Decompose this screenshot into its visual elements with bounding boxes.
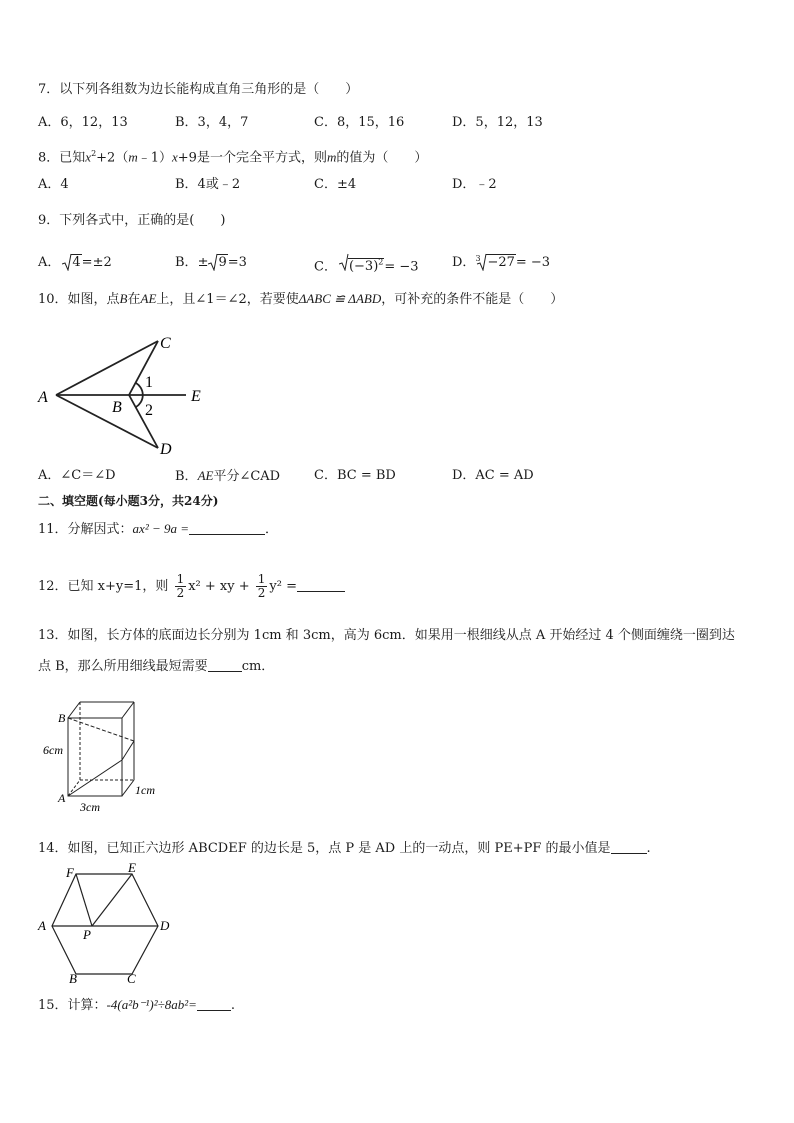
q13-label-width: 3cm [80, 800, 100, 814]
q12-answer-blank[interactable] [297, 577, 345, 592]
q13-cuboid-figure [38, 696, 178, 816]
q8-x: x [85, 149, 92, 165]
q9-option-a: A． 4=±2 [38, 255, 112, 270]
q7-option-c: C．8，15，16 [314, 115, 405, 130]
q8-option-d: D．﹣2 [452, 177, 497, 192]
q10-label-a: A [38, 389, 48, 406]
q7-option-b: B．3，4，7 [175, 115, 249, 130]
q10-option-d: D．AC = AD [452, 468, 534, 483]
q14-answer-blank[interactable] [611, 839, 647, 854]
q15-answer-blank[interactable] [197, 996, 231, 1011]
q14-label-f: F [66, 865, 74, 880]
q9-a-radicand: 4 [72, 255, 81, 270]
q10-label-d: D [160, 441, 172, 458]
q15-stem: 15．计算：-4(a²b⁻¹)²÷8ab²= . [38, 997, 236, 1013]
q13-line-1: 13．如图，长方体的底面边长分别为 1cm 和 3cm，高为 6cm．如果用一根细线从点 A 开始经过 4 个侧面缠绕一圈到达 [38, 628, 735, 643]
q11-expression: ax² − 9a = [132, 521, 190, 536]
q9-option-d: D． 3 −27= −3 [452, 254, 551, 270]
q8-x2: x [172, 149, 178, 165]
q8-minus1: ﹣1） [137, 150, 172, 166]
q11-answer-blank[interactable] [189, 520, 265, 535]
q9-stem: 9．下列各式中，正确的是( ) [38, 213, 226, 228]
q14-label-c: C [127, 971, 136, 986]
q14-label-d: D [160, 918, 170, 933]
q8-option-a: A．4 [38, 177, 69, 192]
q12-stem: 12．已知 x+y=1，则 $\frac{1}{2}$ x² + xy + $\frac{1}{2}$ y² = [38, 572, 345, 602]
q9-option-b: B．± 9=3 [175, 255, 247, 270]
q8-option-b: B．4或﹣2 [175, 177, 241, 192]
q9-d-radicand: −27 [487, 255, 515, 270]
q14-label-a: A [38, 918, 46, 933]
q10-option-c: C．BC = BD [314, 468, 396, 483]
q12-fraction-1: $\frac{1}{2}$ [176, 572, 185, 600]
q13-label-b: B [58, 711, 66, 725]
q8-plus2: +2（ [96, 150, 129, 166]
q9-option-c: C． $(-3)^2= -3$ [314, 254, 419, 276]
q14-label-e: E [128, 862, 136, 875]
q10-label-b: B [112, 399, 122, 416]
q8-stem: 8．已知$x^2+2(m﹣1)x+9$是一个完全平方式，则m的值为（ ） [38, 149, 428, 166]
q10-angle-1: 1 [145, 374, 153, 391]
q8-prefix: 8．已知 [38, 150, 86, 166]
q14-label-b: B [69, 971, 77, 986]
q10-option-a: A．∠C＝∠D [38, 468, 116, 483]
q8-suffix: 的值为（ ） [336, 150, 428, 166]
q14-label-p: P [83, 927, 91, 942]
q15-expression: -4(a²b⁻¹)²÷8ab²= [106, 997, 197, 1012]
q8-plus9: +9是一个完全平方式，则 [177, 150, 327, 166]
q13-label-depth: 1cm [135, 783, 155, 797]
q13-answer-blank[interactable] [208, 657, 242, 672]
q10-label-e: E [191, 388, 201, 405]
q14-stem: 14．如图，已知正六边形 ABCDEF 的边长是 5，点 P 是 AD 上的一动点，则 PE+PF 的最小值是 . [38, 841, 651, 856]
q10-congruence: ΔABC ≌ ΔABD [298, 291, 382, 306]
q10-angle-2: 2 [145, 402, 153, 419]
q13-label-height: 6cm [43, 743, 63, 757]
q7-option-a: A．6，12，13 [38, 115, 128, 130]
q8-m: m [128, 149, 138, 165]
section-title-fill-in: 二、填空题(每小题3分，共24分) [38, 494, 219, 508]
q8-m2: m [326, 149, 337, 165]
q8-option-c: C．±4 [314, 177, 357, 192]
q14-hexagon-figure [36, 862, 176, 990]
q12-fraction-2: $\frac{1}{2}$ [257, 572, 266, 600]
q11-stem: 11．分解因式：ax² − 9a = ． [38, 521, 279, 537]
q12-middle-2: y² = [269, 579, 297, 594]
q12-middle-1: x² + xy + [188, 579, 250, 594]
q7-stem: 7．以下列各组数为边长能构成直角三角形的是（ ） [38, 82, 359, 97]
q10-figure [34, 328, 224, 458]
q10-option-b: B．AE平分∠CAD [175, 468, 281, 484]
q10-stem: 10．如图，点B在AE上，且∠1＝∠2，若要使ΔABC ≌ ΔABD，可补充的条件不能是（ ） [38, 291, 564, 307]
q7-option-d: D．5，12，13 [452, 115, 543, 130]
q9-b-radicand: 9 [218, 255, 227, 270]
q13-line-2: 点 B，那么所用细线最短需要 cm． [38, 659, 275, 674]
q10-label-c: C [160, 335, 171, 352]
q13-label-a: A [58, 791, 66, 805]
q9-c-radicand: (−3) [348, 259, 379, 275]
